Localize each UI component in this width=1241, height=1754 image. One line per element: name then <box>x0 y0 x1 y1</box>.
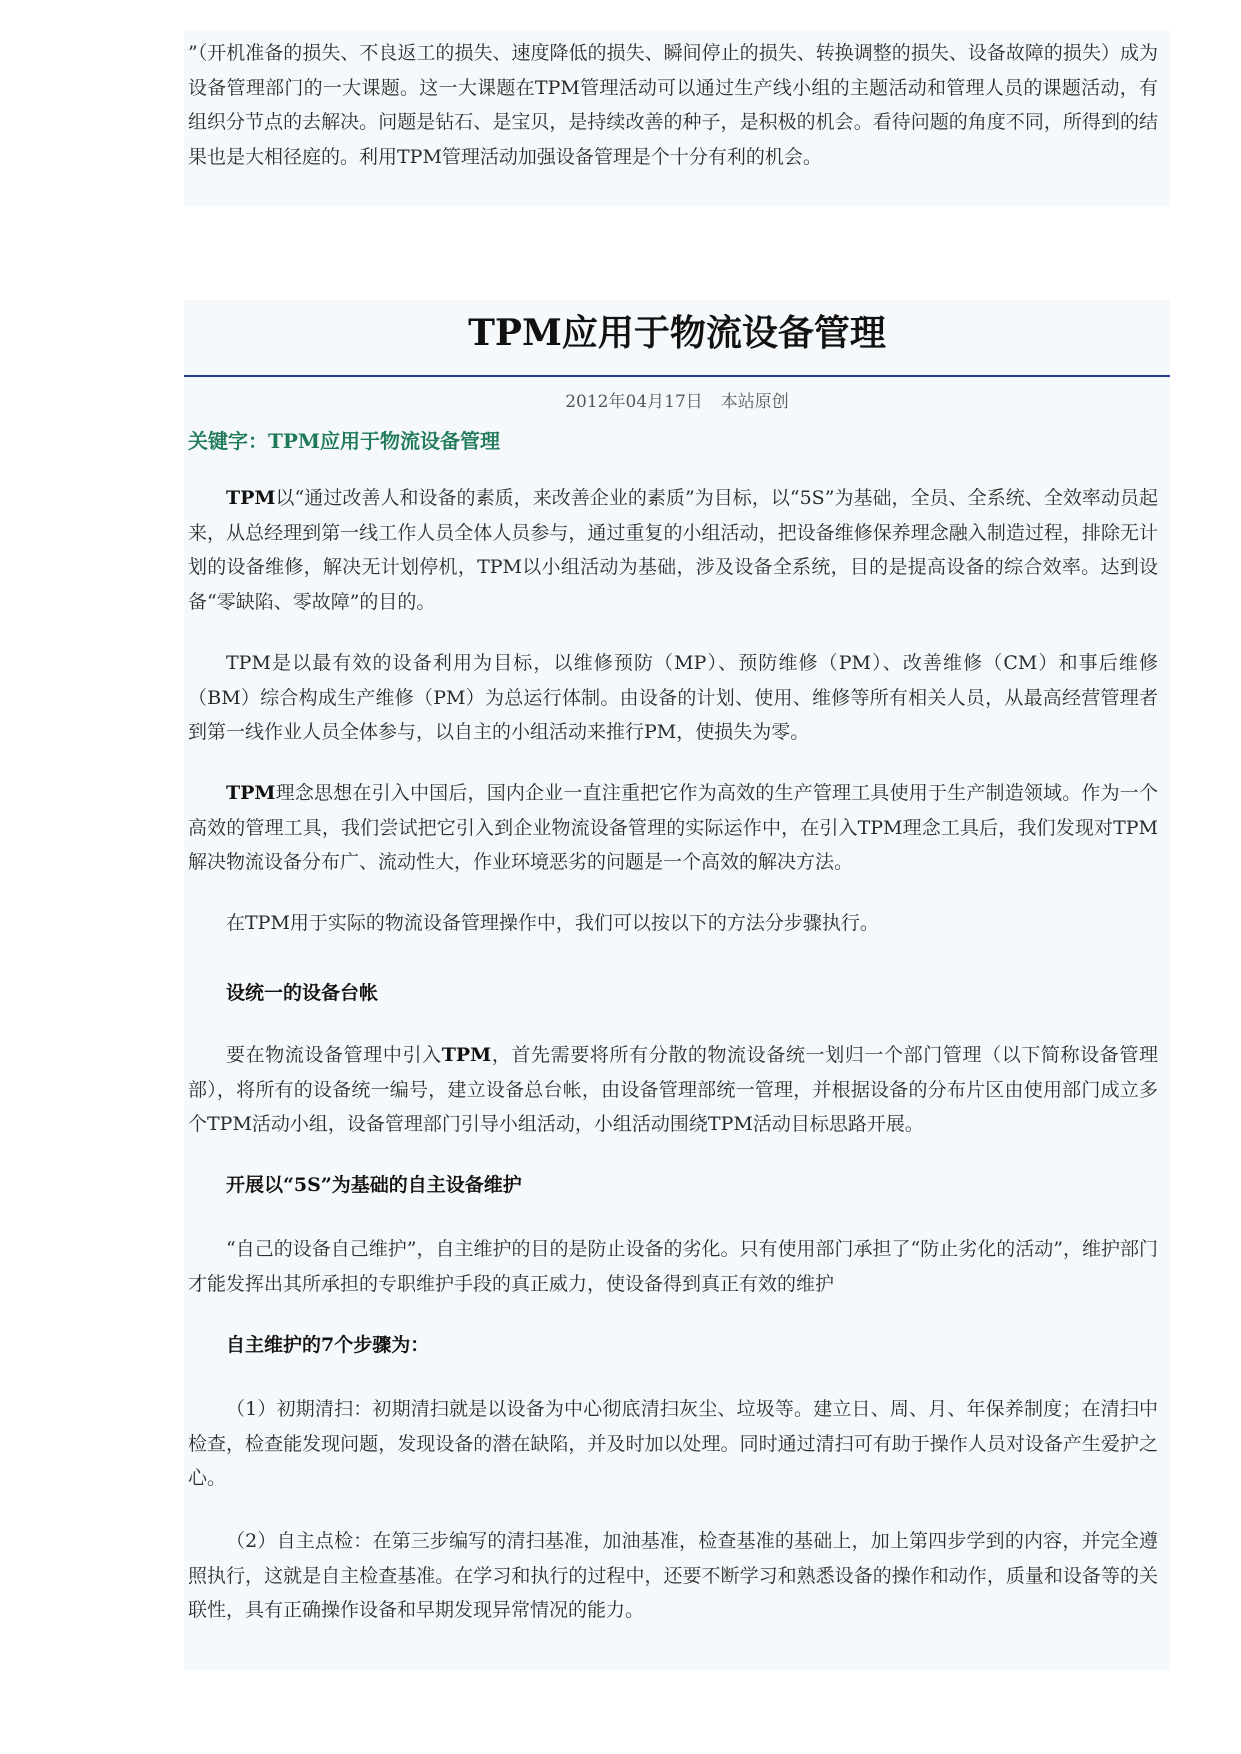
p1-text: 以“通过改善人和设备的素质，来改善企业的素质”为目标，以“5S”为基础，全员、全系统、全效率动员起来，从总经理到第一线工作人员全体人员参与，通过重复的小组活动，把设备维修保养理念融入制造过程，排除无计划的设备维修，解决无计划停机，TPM以小组活动为基础，涉及设备全系统，目的是提高设备的综合效率。达到设备“零缺陷、零故障”的目的。 <box>188 487 1158 613</box>
p3-lead: TPM <box>226 782 276 804</box>
keywords-value: TPM应用于物流设备管理 <box>268 429 501 453</box>
title-divider <box>184 375 1170 377</box>
paragraph-8: （2）自主点检：在第三步编写的清扫基准，加油基准，检查基准的基础上，加上第四步学到的内容，并完全遵照执行，这就是自主检查基准。在学习和执行的过程中，还要不断学习和熟悉设备的操作和动作，质量和设备等的关联性，具有正确操作设备和早期发现异常情况的能力。 <box>188 1530 1158 1621</box>
keywords-label: 关键字： <box>188 429 268 453</box>
section-heading-steps: 自主维护的7个步骤为： <box>226 1334 430 1356</box>
paragraph-6: “自己的设备自己维护”，自主维护的目的是防止设备的劣化。只有使用部门承担了“防止劣化的活动”，维护部门才能发挥出其所承担的专职维护手段的真正威力，使设备得到真正有效的维护 <box>188 1238 1158 1295</box>
paragraph-2: TPM是以最有效的设备利用为目标，以维修预防（MP）、预防维修（PM）、改善维修（CM）和事后维修（BM）综合构成生产维修（PM）为总运行体制。由设备的计划、使用、维修等所有相关人员，从最高经营管理者到第一线作业人员全体参与，以自主的小组活动来推行PM，使损失为零。 <box>188 652 1158 743</box>
article-title: TPM应用于物流设备管理 <box>468 312 886 354</box>
p1-lead: TPM <box>226 487 276 509</box>
paragraph-1 <box>188 481 1158 619</box>
article-date: 2012年04月17日 <box>565 392 703 412</box>
p5-text: ，首先需要将所有分散的物流设备统一划归一个部门管理（以下简称设备管理部），将所有的设备统一编号，建立设备总台帐，由设备管理部统一管理，并根据设备的分布片区由使用部门成立多个TPM活动小组，设备管理部门引导小组活动，小组活动围绕TPM活动目标思路开展。 <box>188 1044 1158 1135</box>
paragraph-4: 在TPM用于实际的物流设备管理操作中，我们可以按以下的方法分步骤执行。 <box>226 912 879 934</box>
section-heading-5s: 开展以“5S”为基础的自主设备维护 <box>226 1174 522 1196</box>
keywords-line <box>188 426 500 456</box>
intro-paragraph: ”（开机准备的损失、不良返工的损失、速度降低的损失、瞬间停止的损失、转换调整的损失、设备故障的损失）成为设备管理部门的一大课题。这一大课题在TPM管理活动可以通过生产线小组的主题活动和管理人员的课题活动，有组织分节点的去解决。问题是钻石、是宝贝，是持续改善的种子，是积极的机会。看待问题的角度不同，所得到的结果也是大相径庭的。利用TPM管理活动加强设备管理是个十分有利的机会。 <box>188 42 1158 168</box>
p5-bold: TPM <box>441 1044 492 1066</box>
p3-text: 理念思想在引入中国后，国内企业一直注重把它作为高效的生产管理工具使用于生产制造领域。作为一个高效的管理工具，我们尝试把它引入到企业物流设备管理的实际运作中，在引入TPM理念工具后，我们发现对TPM解决物流设备分布广、流动性大，作业环境恶劣的问题是一个高效的解决方法。 <box>188 782 1158 873</box>
paragraph-7: （1）初期清扫：初期清扫就是以设备为中心彻底清扫灰尘、垃圾等。建立日、周、月、年保养制度；在清扫中检查，检查能发现问题，发现设备的潜在缺陷，并及时加以处理。同时通过清扫可有助于操作人员对设备产生爱护之心。 <box>188 1398 1158 1489</box>
paragraph-5 <box>188 1038 1158 1142</box>
article-source: 本站原创 <box>720 392 789 412</box>
section-heading-ledger: 设统一的设备台帐 <box>226 982 379 1004</box>
paragraph-3 <box>188 776 1158 880</box>
p5-pre: 要在物流设备管理中引入 <box>226 1044 442 1066</box>
article-meta <box>184 390 1170 414</box>
